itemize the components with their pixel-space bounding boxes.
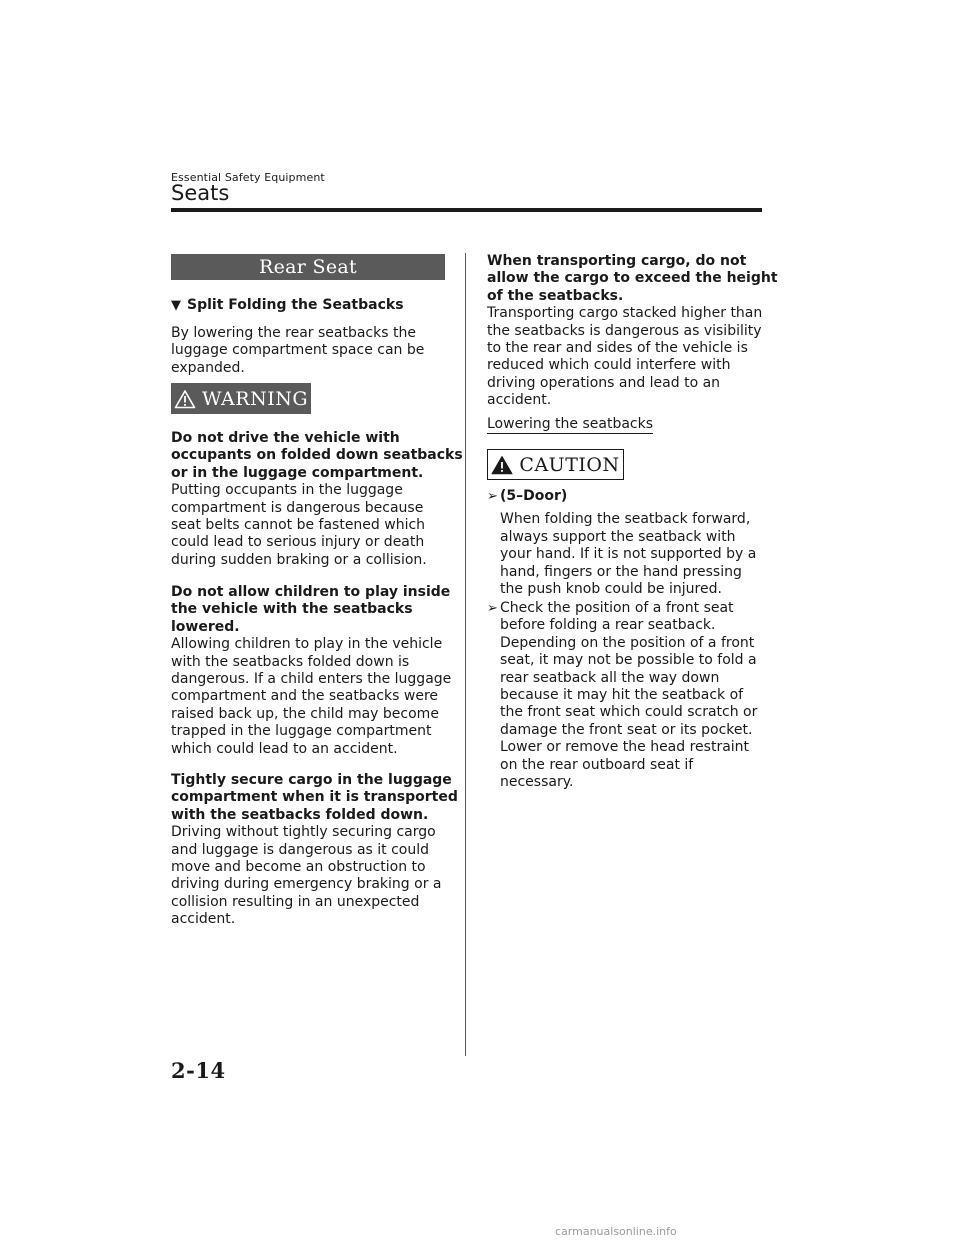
door-text-line: the push knob could be injured. [500, 581, 722, 598]
check-text-line: necessary. [500, 774, 574, 791]
cargo-text-line: the seatbacks is dangerous as visibility [487, 322, 762, 339]
intro-paragraph [171, 325, 424, 377]
check-text-line: before folding a rear seatback. [500, 617, 716, 634]
warning-bold-line: occupants on folded down seatbacks [171, 447, 463, 464]
lowering-heading-text: Lowering the seatbacks [487, 416, 654, 432]
cargo-text-line: accident. [487, 392, 552, 409]
warning-text-line: collision resulting in an unexpected [171, 893, 420, 910]
arrow-bullet-icon: ➢ [487, 601, 498, 616]
warning-text-line: raised back up, the child may become [171, 705, 439, 722]
warning-triangle-icon [174, 389, 196, 409]
check-text-line: seat, it may not be possible to fold a [500, 652, 757, 669]
warning-text-line: compartment is dangerous because [171, 499, 424, 516]
page-title: Seats [171, 181, 230, 205]
warning-text-line: during sudden braking or a collision. [171, 551, 427, 568]
warning-text-line: move and become an obstruction to [171, 859, 426, 876]
intro-line: luggage compartment space can be [171, 342, 425, 359]
watermark: carmanualsonline.info [555, 1225, 677, 1238]
warning-text-line: and luggage is dangerous as it could [171, 841, 430, 858]
check-text-line: Lower or remove the head restraint [500, 739, 750, 756]
warning-bold-line: the vehicle with the seatbacks [171, 601, 413, 618]
triangle-down-icon: ▼ [171, 298, 181, 313]
door-text-line: your hand. If it is not supported by a [500, 546, 757, 563]
cargo-warning [487, 253, 778, 410]
check-text-line: rear seatback all the way down [500, 669, 720, 686]
warning-text-line: which could lead to an accident. [171, 740, 398, 757]
cargo-text-line: to the rear and sides of the vehicle is [487, 340, 748, 357]
page-number: 2-14 [171, 1058, 226, 1083]
warning-item [171, 430, 463, 569]
warning-text-line: could lead to serious injury or death [171, 534, 425, 551]
warning-bold-line: Do not drive the vehicle with [171, 430, 400, 446]
caution-label: CAUTION [519, 453, 620, 476]
caution-triangle-icon [491, 455, 513, 475]
check-text-line: because it may hit the seatback of [500, 687, 744, 704]
warning-text-line: dangerous. If a child enters the luggage [171, 671, 452, 688]
section-title: Rear Seat [259, 256, 357, 278]
header-section: Essential Safety Equipment [171, 171, 325, 184]
warning-bold-line: compartment when it is transported [171, 789, 458, 806]
cargo-text-line: reduced which could interfere with [487, 357, 731, 374]
cargo-bold-line: of the seatbacks. [487, 287, 624, 304]
lowering-heading [487, 416, 653, 433]
warning-text-line: seat belts cannot be fastened which [171, 517, 426, 534]
check-bullet [487, 600, 758, 791]
check-text-line: damage the front seat or its pocket. [500, 721, 753, 738]
door-label: (5–Door) [500, 488, 568, 504]
arrow-bullet-icon: ➢ [487, 489, 498, 504]
warning-text-line: with the seatbacks folded down is [171, 653, 410, 670]
check-text-line: on the rear outboard seat if [500, 756, 694, 773]
warning-text-line: Driving without tightly securing cargo [171, 824, 436, 841]
warning-text-line: driving during emergency braking or a [171, 876, 442, 893]
check-text-line: Check the position of a front seat [500, 600, 734, 616]
door-bullet [487, 488, 757, 598]
warning-label: WARNING [201, 387, 309, 410]
door-text-line: When folding the seatback forward, [500, 511, 751, 528]
door-text-line: always support the seatback with [500, 528, 736, 545]
warning-text-line: accident. [171, 911, 236, 928]
cargo-text-line: driving operations and lead to an [487, 374, 721, 391]
warning-item [171, 584, 451, 758]
intro-line: expanded. [171, 359, 245, 376]
subheading [171, 297, 404, 313]
cargo-text-line: Transporting cargo stacked higher than [487, 305, 763, 322]
caution-badge [487, 449, 624, 480]
cargo-bold-line: When transporting cargo, do not [487, 253, 747, 269]
subheading-text: Split Folding the Seatbacks [187, 297, 404, 313]
check-text-line: Depending on the position of a front [500, 634, 755, 651]
warning-text-line: compartment and the seatbacks were [171, 688, 439, 705]
section-title-bar [171, 254, 445, 280]
cargo-bold-line: allow the cargo to exceed the height [487, 270, 778, 287]
warning-badge [171, 383, 311, 414]
warning-item [171, 772, 458, 929]
column-divider [465, 253, 466, 1056]
warning-bold-line: lowered. [171, 618, 240, 635]
check-text-line: the front seat which could scratch or [500, 704, 758, 721]
intro-line: By lowering the rear seatbacks the [171, 325, 416, 341]
warning-bold-line: Tightly secure cargo in the luggage [171, 772, 452, 788]
door-text-line: hand, fingers or the hand pressing [500, 563, 742, 580]
warning-text-line: Allowing children to play in the vehicle [171, 636, 443, 653]
warning-bold-line: or in the luggage compartment. [171, 464, 424, 481]
warning-text-line: trapped in the luggage compartment [171, 723, 432, 740]
warning-text-line: Putting occupants in the luggage [171, 482, 403, 499]
warning-bold-line: Do not allow children to play inside [171, 584, 451, 600]
header-rule [171, 208, 762, 212]
warning-bold-line: with the seatbacks folded down. [171, 806, 429, 823]
